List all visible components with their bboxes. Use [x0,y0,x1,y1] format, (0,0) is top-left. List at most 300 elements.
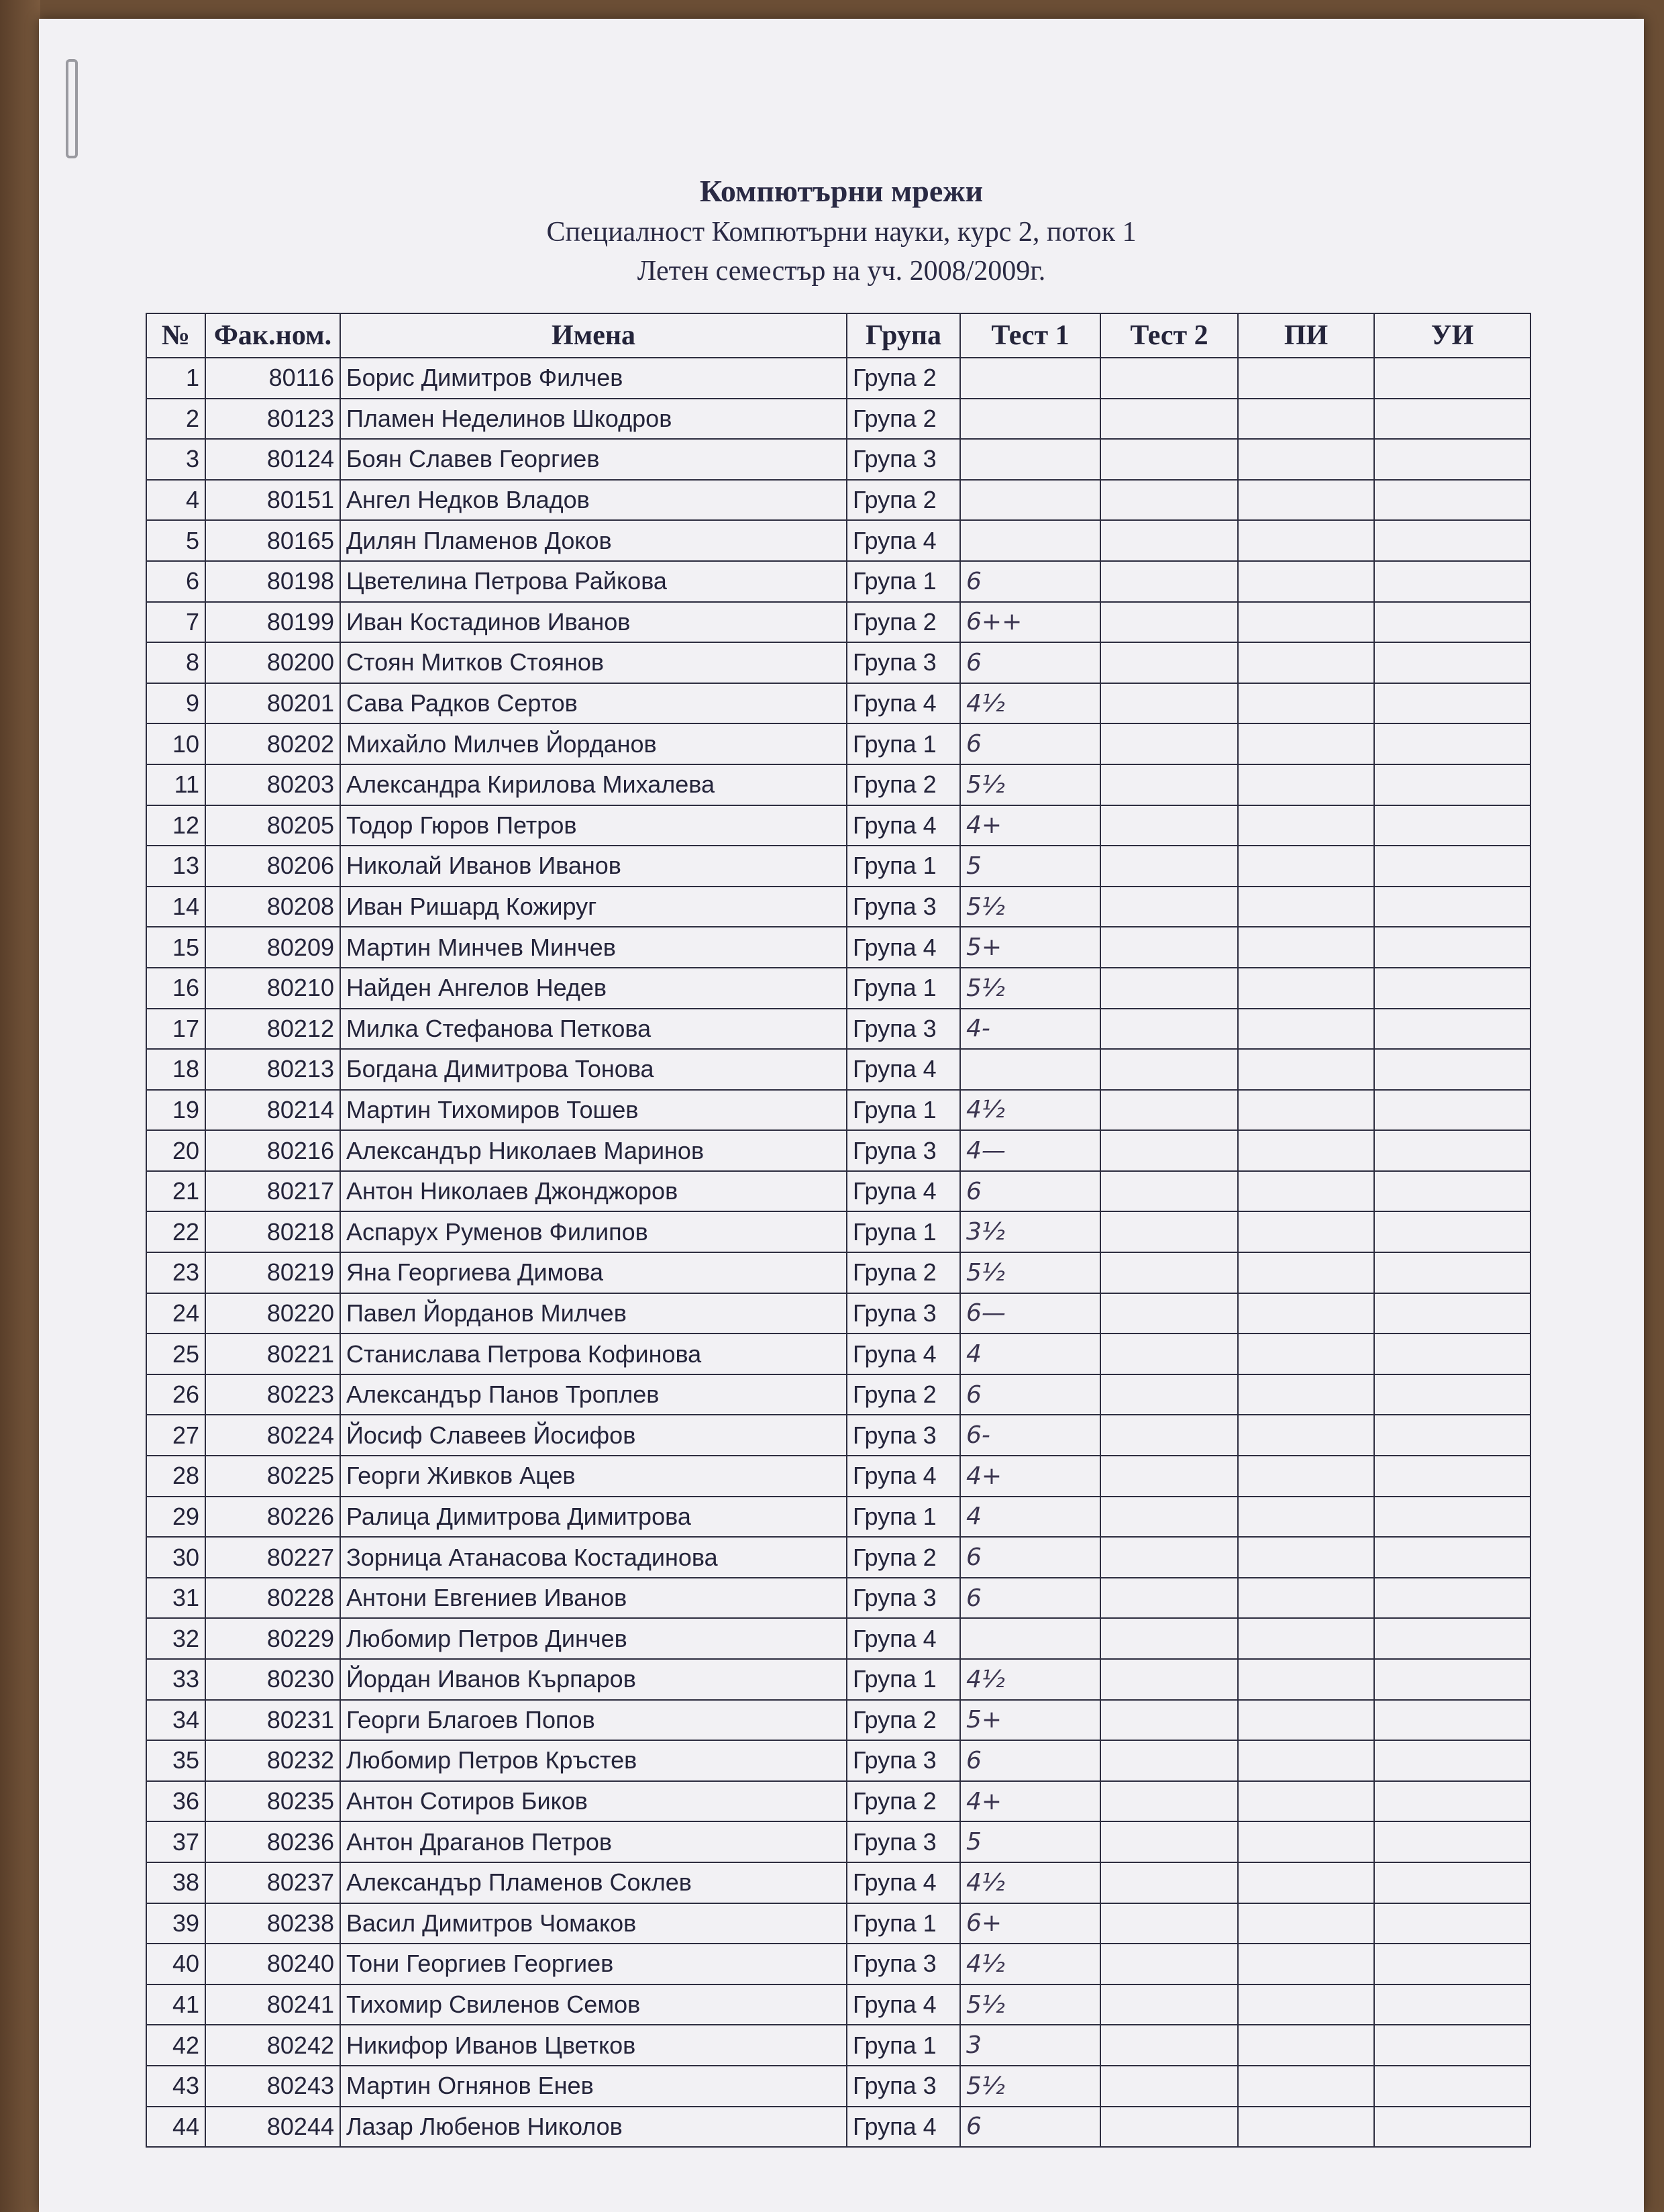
faculty-number: 80200 [205,642,340,683]
student-name: Тони Георгиев Георгиев [340,1944,847,1984]
table-row [146,1862,1530,1903]
test2-cell [1100,1537,1238,1578]
group-cell: Група 3 [847,1009,960,1050]
pi-cell [1238,1415,1374,1456]
ui-cell [1374,2066,1530,2107]
group-cell: Група 4 [847,805,960,846]
faculty-number: 80237 [205,1862,340,1903]
group-cell: Група 1 [847,1903,960,1944]
faculty-number: 80123 [205,399,340,440]
row-number: 16 [146,968,205,1009]
student-name: Ангел Недков Владов [340,480,847,521]
pi-cell [1238,1659,1374,1700]
group-cell: Група 4 [847,1984,960,2025]
test1-grade: 4- [960,1009,1100,1050]
row-number: 26 [146,1374,205,1415]
table-row [146,1903,1530,1944]
faculty-number: 80244 [205,2107,340,2148]
test1-grade [960,480,1100,521]
row-number: 43 [146,2066,205,2107]
row-number: 14 [146,887,205,927]
group-cell: Група 3 [847,1578,960,1619]
desk-background [0,0,40,2212]
test1-grade: 5½ [960,1252,1100,1293]
ui-cell [1374,1456,1530,1497]
ui-cell [1374,1374,1530,1415]
group-cell: Група 1 [847,723,960,764]
student-name: Дилян Пламенов Доков [340,520,847,561]
pi-cell [1238,1374,1374,1415]
pi-cell [1238,1537,1374,1578]
ui-cell [1374,764,1530,805]
test2-cell [1100,1130,1238,1171]
column-header: УИ [1374,313,1530,358]
group-cell: Група 1 [847,2025,960,2066]
test1-grade: 6 [960,2107,1100,2148]
group-cell: Група 4 [847,683,960,724]
student-name: Пламен Неделинов Шкодров [340,399,847,440]
faculty-number: 80218 [205,1211,340,1252]
group-cell: Група 1 [847,1090,960,1131]
test2-cell [1100,561,1238,602]
column-header: № [146,313,205,358]
ui-cell [1374,1171,1530,1212]
row-number: 42 [146,2025,205,2066]
ui-cell [1374,480,1530,521]
table-row [146,399,1530,440]
row-number: 21 [146,1171,205,1212]
ui-cell [1374,1049,1530,1090]
ui-cell [1374,723,1530,764]
pi-cell [1238,1130,1374,1171]
table-row [146,846,1530,887]
table-header-row [146,313,1530,358]
group-cell: Група 2 [847,1374,960,1415]
row-number: 34 [146,1700,205,1741]
test2-cell [1100,2025,1238,2066]
row-number: 17 [146,1009,205,1050]
group-cell: Група 2 [847,602,960,643]
pi-cell [1238,764,1374,805]
test1-grade: 5½ [960,2066,1100,2107]
test1-grade: 5½ [960,887,1100,927]
test2-cell [1100,399,1238,440]
faculty-number: 80235 [205,1781,340,1822]
student-name: Антон Сотиров Биков [340,1781,847,1822]
ui-cell [1374,1252,1530,1293]
ui-cell [1374,2107,1530,2148]
group-cell: Група 1 [847,1659,960,1700]
row-number: 8 [146,642,205,683]
pi-cell [1238,1903,1374,1944]
group-cell: Група 3 [847,1130,960,1171]
row-number: 25 [146,1334,205,1374]
row-number: 20 [146,1130,205,1171]
document-semester: Летен семестър на уч. 2008/2009г. [637,256,1046,287]
test2-cell [1100,1740,1238,1781]
faculty-number: 80203 [205,764,340,805]
ui-cell [1374,1903,1530,1944]
row-number: 38 [146,1862,205,1903]
pi-cell [1238,1984,1374,2025]
faculty-number: 80219 [205,1252,340,1293]
test2-cell [1100,927,1238,968]
group-cell: Група 2 [847,480,960,521]
test2-cell [1100,1659,1238,1700]
faculty-number: 80221 [205,1334,340,1374]
ui-cell [1374,1130,1530,1171]
table-row [146,1415,1530,1456]
group-cell: Група 3 [847,1415,960,1456]
ui-cell [1374,846,1530,887]
test2-cell [1100,805,1238,846]
test1-grade [960,399,1100,440]
table-row [146,602,1530,643]
pi-cell [1238,1618,1374,1659]
row-number: 27 [146,1415,205,1456]
group-cell: Група 3 [847,1740,960,1781]
row-number: 5 [146,520,205,561]
group-cell: Група 4 [847,927,960,968]
column-header: Фак.ном. [205,313,340,358]
faculty-number: 80209 [205,927,340,968]
student-name: Мартин Тихомиров Тошев [340,1090,847,1131]
group-cell: Група 4 [847,1049,960,1090]
faculty-number: 80236 [205,1821,340,1862]
group-cell: Група 4 [847,1862,960,1903]
test2-cell [1100,1903,1238,1944]
pi-cell [1238,1211,1374,1252]
student-name: Георги Благоев Попов [340,1700,847,1741]
test2-cell [1100,1781,1238,1822]
row-number: 37 [146,1821,205,1862]
student-name: Мартин Огнянов Енев [340,2066,847,2107]
student-name: Антон Драганов Петров [340,1821,847,1862]
test1-grade: 6 [960,1537,1100,1578]
row-number: 22 [146,1211,205,1252]
faculty-number: 80216 [205,1130,340,1171]
faculty-number: 80225 [205,1456,340,1497]
test1-grade [960,1618,1100,1659]
ui-cell [1374,968,1530,1009]
student-name: Тодор Гюров Петров [340,805,847,846]
row-number: 1 [146,358,205,399]
row-number: 9 [146,683,205,724]
test1-grade: 4½ [960,683,1100,724]
group-cell: Група 2 [847,1700,960,1741]
test2-cell [1100,1944,1238,1984]
faculty-number: 80201 [205,683,340,724]
row-number: 4 [146,480,205,521]
pi-cell [1238,723,1374,764]
ui-cell [1374,399,1530,440]
pi-cell [1238,480,1374,521]
test1-grade: 5+ [960,927,1100,968]
pi-cell [1238,602,1374,643]
pi-cell [1238,1821,1374,1862]
faculty-number: 80228 [205,1578,340,1619]
test2-cell [1100,480,1238,521]
faculty-number: 80213 [205,1049,340,1090]
test2-cell [1100,439,1238,480]
faculty-number: 80231 [205,1700,340,1741]
faculty-number: 80199 [205,602,340,643]
test2-cell [1100,683,1238,724]
group-cell: Група 3 [847,642,960,683]
faculty-number: 80224 [205,1415,340,1456]
test1-grade: 5½ [960,968,1100,1009]
faculty-number: 80206 [205,846,340,887]
test1-grade: 4+ [960,1781,1100,1822]
table-row [146,927,1530,968]
student-name: Любомир Петров Динчев [340,1618,847,1659]
student-name: Александър Панов Троплев [340,1374,847,1415]
pi-cell [1238,439,1374,480]
student-name: Иван Костадинов Иванов [340,602,847,643]
faculty-number: 80226 [205,1497,340,1538]
test2-cell [1100,642,1238,683]
ui-cell [1374,439,1530,480]
test2-cell [1100,968,1238,1009]
student-name: Сава Радков Сертов [340,683,847,724]
table-row [146,480,1530,521]
faculty-number: 80116 [205,358,340,399]
row-number: 15 [146,927,205,968]
table-row [146,358,1530,399]
table-row [146,1374,1530,1415]
test1-grade: 3 [960,2025,1100,2066]
test2-cell [1100,1090,1238,1131]
test1-grade: 6++ [960,602,1100,643]
test2-cell [1100,2066,1238,2107]
ui-cell [1374,1211,1530,1252]
pi-cell [1238,887,1374,927]
test1-grade: 4½ [960,1862,1100,1903]
faculty-number: 80227 [205,1537,340,1578]
faculty-number: 80198 [205,561,340,602]
group-cell: Група 1 [847,846,960,887]
test2-cell [1100,2107,1238,2148]
test2-cell [1100,1171,1238,1212]
pi-cell [1238,2025,1374,2066]
table-row [146,1130,1530,1171]
pi-cell [1238,1456,1374,1497]
table-row [146,1211,1530,1252]
table-row [146,1334,1530,1374]
student-name: Стоян Митков Стоянов [340,642,847,683]
table-row [146,1049,1530,1090]
group-cell: Група 4 [847,2107,960,2148]
faculty-number: 80205 [205,805,340,846]
test2-cell [1100,764,1238,805]
table-row [146,968,1530,1009]
test2-cell [1100,723,1238,764]
faculty-number: 80229 [205,1618,340,1659]
ui-cell [1374,1497,1530,1538]
table-row [146,520,1530,561]
row-number: 41 [146,1984,205,2025]
row-number: 40 [146,1944,205,1984]
group-cell: Група 3 [847,439,960,480]
student-name: Павел Йорданов Милчев [340,1293,847,1334]
table-row [146,805,1530,846]
ui-cell [1374,1700,1530,1741]
group-cell: Група 1 [847,561,960,602]
test2-cell [1100,1578,1238,1619]
staple [66,59,78,158]
table-row [146,1009,1530,1050]
faculty-number: 80214 [205,1090,340,1131]
test2-cell [1100,1049,1238,1090]
pi-cell [1238,520,1374,561]
row-number: 33 [146,1659,205,1700]
pi-cell [1238,968,1374,1009]
row-number: 3 [146,439,205,480]
ui-cell [1374,1659,1530,1700]
pi-cell [1238,1334,1374,1374]
test2-cell [1100,1821,1238,1862]
student-name: Зорница Атанасова Костадинова [340,1537,847,1578]
pi-cell [1238,1740,1374,1781]
group-cell: Група 1 [847,968,960,1009]
test1-grade: 4+ [960,805,1100,846]
test1-grade: 5½ [960,764,1100,805]
table-row [146,1578,1530,1619]
test2-cell [1100,1334,1238,1374]
table-row [146,1293,1530,1334]
student-name: Иван Ришард Кожируг [340,887,847,927]
test1-grade: 5 [960,1821,1100,1862]
document-subtitle: Специалност Компютърни науки, курс 2, поток 1 [546,217,1137,248]
ui-cell [1374,1334,1530,1374]
table-row [146,1090,1530,1131]
test2-cell [1100,1009,1238,1050]
test1-grade: 5+ [960,1700,1100,1741]
faculty-number: 80220 [205,1293,340,1334]
student-name: Тихомир Свиленов Семов [340,1984,847,2025]
group-cell: Група 4 [847,1618,960,1659]
faculty-number: 80165 [205,520,340,561]
table-row [146,1497,1530,1538]
row-number: 44 [146,2107,205,2148]
test1-grade [960,520,1100,561]
group-cell: Група 3 [847,1821,960,1862]
ui-cell [1374,1618,1530,1659]
student-name: Александър Пламенов Соклев [340,1862,847,1903]
ui-cell [1374,1578,1530,1619]
test2-cell [1100,1862,1238,1903]
pi-cell [1238,399,1374,440]
student-name: Аспарух Руменов Филипов [340,1211,847,1252]
row-number: 7 [146,602,205,643]
test2-cell [1100,1293,1238,1334]
group-cell: Група 2 [847,1537,960,1578]
test1-grade: 5 [960,846,1100,887]
pi-cell [1238,1497,1374,1538]
ui-cell [1374,1821,1530,1862]
faculty-number: 80212 [205,1009,340,1050]
group-cell: Група 3 [847,1944,960,1984]
test1-grade: 4½ [960,1090,1100,1131]
student-name: Антони Евгениев Иванов [340,1578,847,1619]
student-name: Александър Николаев Маринов [340,1130,847,1171]
faculty-number: 80151 [205,480,340,521]
pi-cell [1238,1090,1374,1131]
student-name: Васил Димитров Чомаков [340,1903,847,1944]
group-cell: Група 3 [847,2066,960,2107]
table-row [146,439,1530,480]
student-name: Яна Георгиева Димова [340,1252,847,1293]
group-cell: Група 4 [847,1334,960,1374]
row-number: 2 [146,399,205,440]
ui-cell [1374,2025,1530,2066]
group-cell: Група 4 [847,1456,960,1497]
test1-grade: 6— [960,1293,1100,1334]
table-row [146,2025,1530,2066]
table-row [146,887,1530,927]
student-name: Михайло Милчев Йорданов [340,723,847,764]
faculty-number: 80238 [205,1903,340,1944]
group-cell: Група 3 [847,887,960,927]
test2-cell [1100,1700,1238,1741]
table-row [146,723,1530,764]
table-row [146,642,1530,683]
test2-cell [1100,1456,1238,1497]
ui-cell [1374,520,1530,561]
row-number: 39 [146,1903,205,1944]
row-number: 12 [146,805,205,846]
faculty-number: 80241 [205,1984,340,2025]
student-roster-table [146,313,1531,2148]
student-name: Борис Димитров Филчев [340,358,847,399]
pi-cell [1238,683,1374,724]
row-number: 31 [146,1578,205,1619]
row-number: 6 [146,561,205,602]
table-row [146,1456,1530,1497]
ui-cell [1374,1415,1530,1456]
test1-grade: 6 [960,1171,1100,1212]
student-name: Мартин Минчев Минчев [340,927,847,968]
table-body [146,358,1530,2147]
pi-cell [1238,1700,1374,1741]
row-number: 30 [146,1537,205,1578]
ui-cell [1374,1781,1530,1822]
test1-grade: 4½ [960,1944,1100,1984]
table-row [146,764,1530,805]
ui-cell [1374,887,1530,927]
test2-cell [1100,846,1238,887]
faculty-number: 80243 [205,2066,340,2107]
test1-grade: 6 [960,642,1100,683]
student-name: Антон Николаев Джонджоров [340,1171,847,1212]
column-header: Тест 1 [960,313,1100,358]
ui-cell [1374,1009,1530,1050]
pi-cell [1238,1578,1374,1619]
table-row [146,1171,1530,1212]
table-row [146,1944,1530,1984]
pi-cell [1238,1293,1374,1334]
ui-cell [1374,1862,1530,1903]
student-name: Ралица Димитрова Димитрова [340,1497,847,1538]
test2-cell [1100,1415,1238,1456]
faculty-number: 80240 [205,1944,340,1984]
ui-cell [1374,1740,1530,1781]
test1-grade: 4 [960,1497,1100,1538]
test2-cell [1100,602,1238,643]
student-name: Милка Стефанова Петкова [340,1009,847,1050]
student-name: Богдана Димитрова Тонова [340,1049,847,1090]
group-cell: Група 2 [847,764,960,805]
